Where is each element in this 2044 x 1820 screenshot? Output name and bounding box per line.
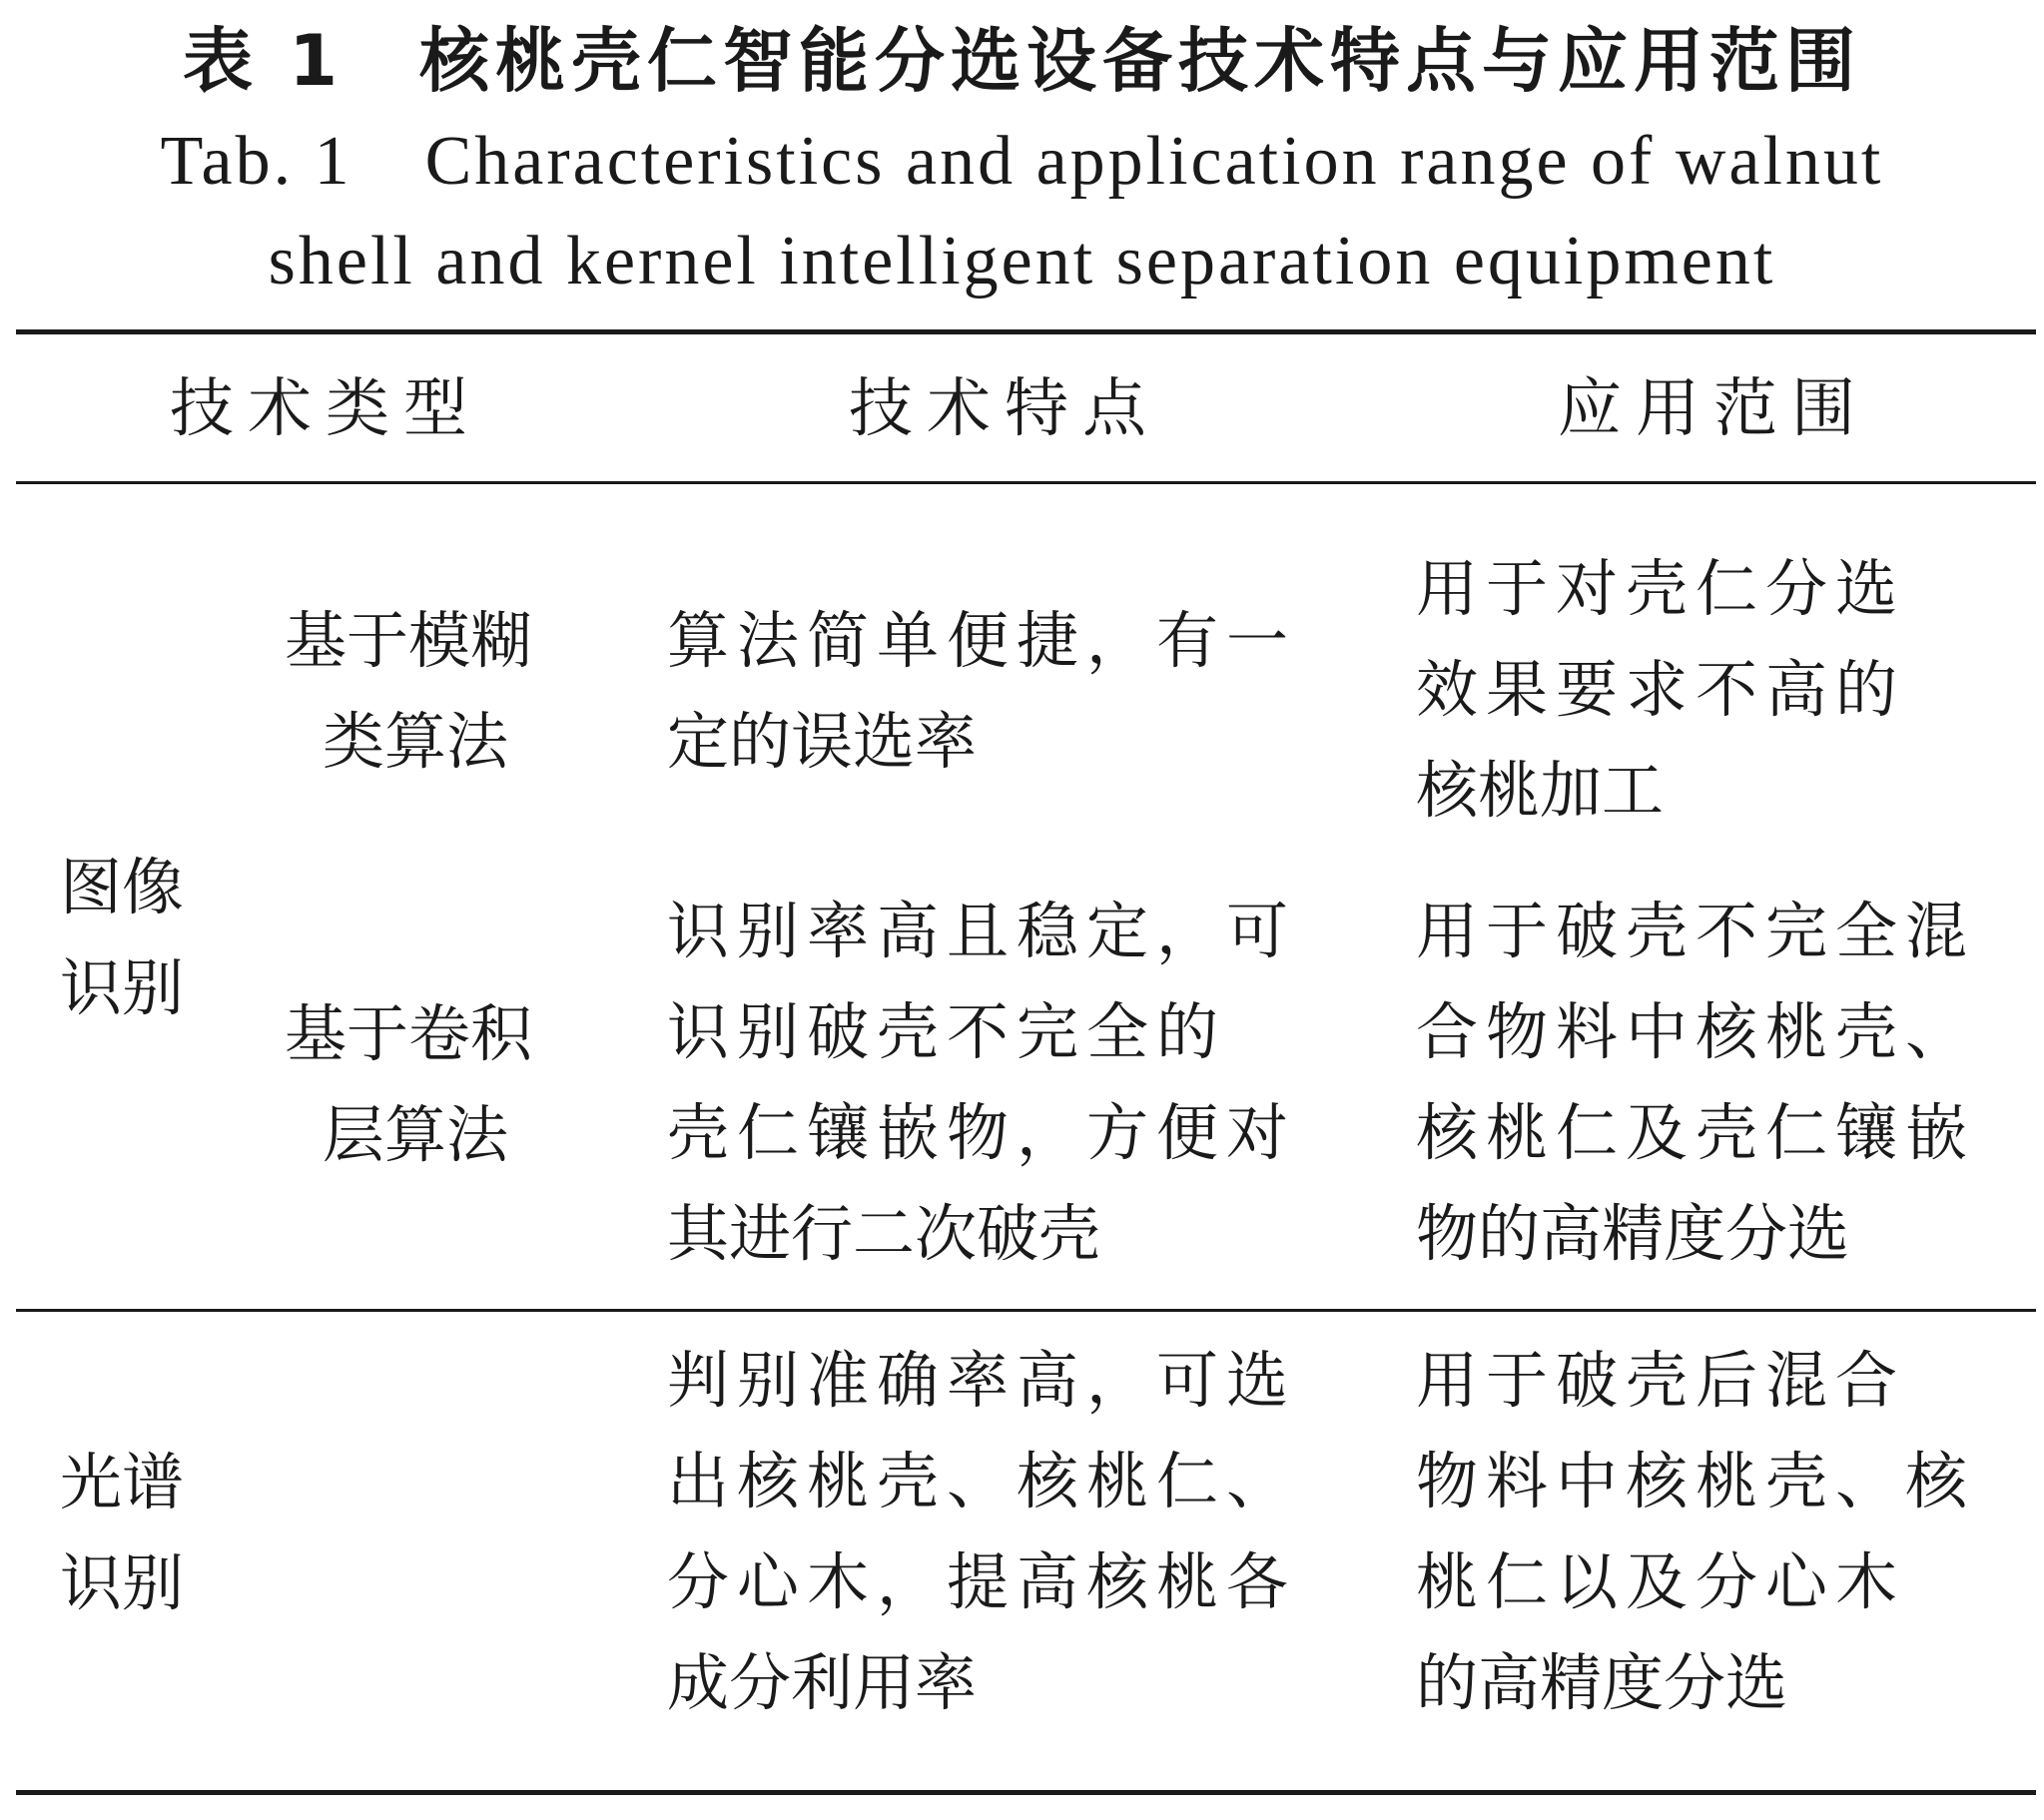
feature-line: 壳仁镶嵌物，方便对 (667, 1096, 1297, 1169)
scope-spectral-recognition (1416, 1330, 1975, 1733)
table-title-en-line1: Tab. 1 Characteristics and application range of walnut (160, 123, 1884, 200)
category-spectral-recognition (60, 1432, 184, 1633)
header-technology-type: 技术类型 (170, 372, 481, 446)
subtype-convolution-algorithm (285, 983, 532, 1185)
category-line: 光谱 (60, 1446, 185, 1518)
feature-line: 其进行二次破壳 (667, 1197, 1101, 1270)
subtype-line: 基于模糊 (285, 604, 533, 677)
feature-convolution-algorithm (667, 881, 1296, 1284)
scope-line: 的高精度分选 (1416, 1646, 1788, 1719)
scope-line: 用于破壳后混合 (1416, 1344, 1906, 1417)
scope-line: 核桃加工 (1416, 754, 1665, 827)
scope-line: 用于破壳不完全混 (1416, 895, 1976, 967)
scope-line: 效果要求不高的 (1416, 653, 1906, 726)
table-title-cn: 表 1 核桃壳仁智能分选设备技术特点与应用范围 (182, 20, 1862, 102)
scope-line: 用于对壳仁分选 (1416, 552, 1906, 625)
category-image-recognition (60, 837, 184, 1038)
category-line: 识别 (60, 951, 185, 1024)
table-bottom-rule (16, 1790, 2036, 1795)
feature-line: 算法简单便捷，有一 (667, 604, 1297, 677)
feature-line: 判别准确率高，可选 (667, 1344, 1297, 1417)
header-application-scope: 应用范围 (1558, 372, 1869, 446)
scope-line: 桃仁以及分心木 (1416, 1545, 1906, 1618)
feature-spectral-recognition (667, 1330, 1296, 1733)
scope-line: 核桃仁及壳仁镶嵌 (1416, 1096, 1976, 1169)
feature-line: 识别破壳不完全的 (667, 995, 1227, 1068)
scope-convolution-algorithm (1416, 881, 1975, 1284)
table-top-rule (16, 329, 2036, 334)
feature-line: 定的误选率 (667, 705, 978, 778)
subtype-line: 层算法 (323, 1098, 509, 1171)
header-rule (16, 481, 2036, 484)
scope-fuzzy-algorithm (1416, 538, 1905, 841)
feature-fuzzy-algorithm (667, 590, 1296, 792)
scope-line: 物料中核桃壳、核 (1416, 1445, 1976, 1517)
subtype-line: 基于卷积 (285, 997, 533, 1070)
feature-line: 识别率高且稳定，可 (667, 895, 1297, 967)
category-line: 识别 (60, 1546, 185, 1619)
subtype-fuzzy-algorithm (285, 590, 532, 792)
group-separator-rule (16, 1309, 2036, 1312)
feature-line: 成分利用率 (667, 1646, 978, 1719)
scope-line: 物的高精度分选 (1416, 1197, 1850, 1270)
category-line: 图像 (60, 851, 185, 923)
scope-line: 合物料中核桃壳、 (1416, 995, 1976, 1068)
table-title-en-line2: shell and kernel intelligent separation equipment (268, 223, 1776, 300)
subtype-line: 类算法 (323, 705, 509, 778)
header-technology-feature: 技术特点 (849, 372, 1160, 446)
feature-line: 出核桃壳、核桃仁、 (667, 1445, 1297, 1517)
feature-line: 分心木，提高核桃各 (667, 1545, 1297, 1618)
